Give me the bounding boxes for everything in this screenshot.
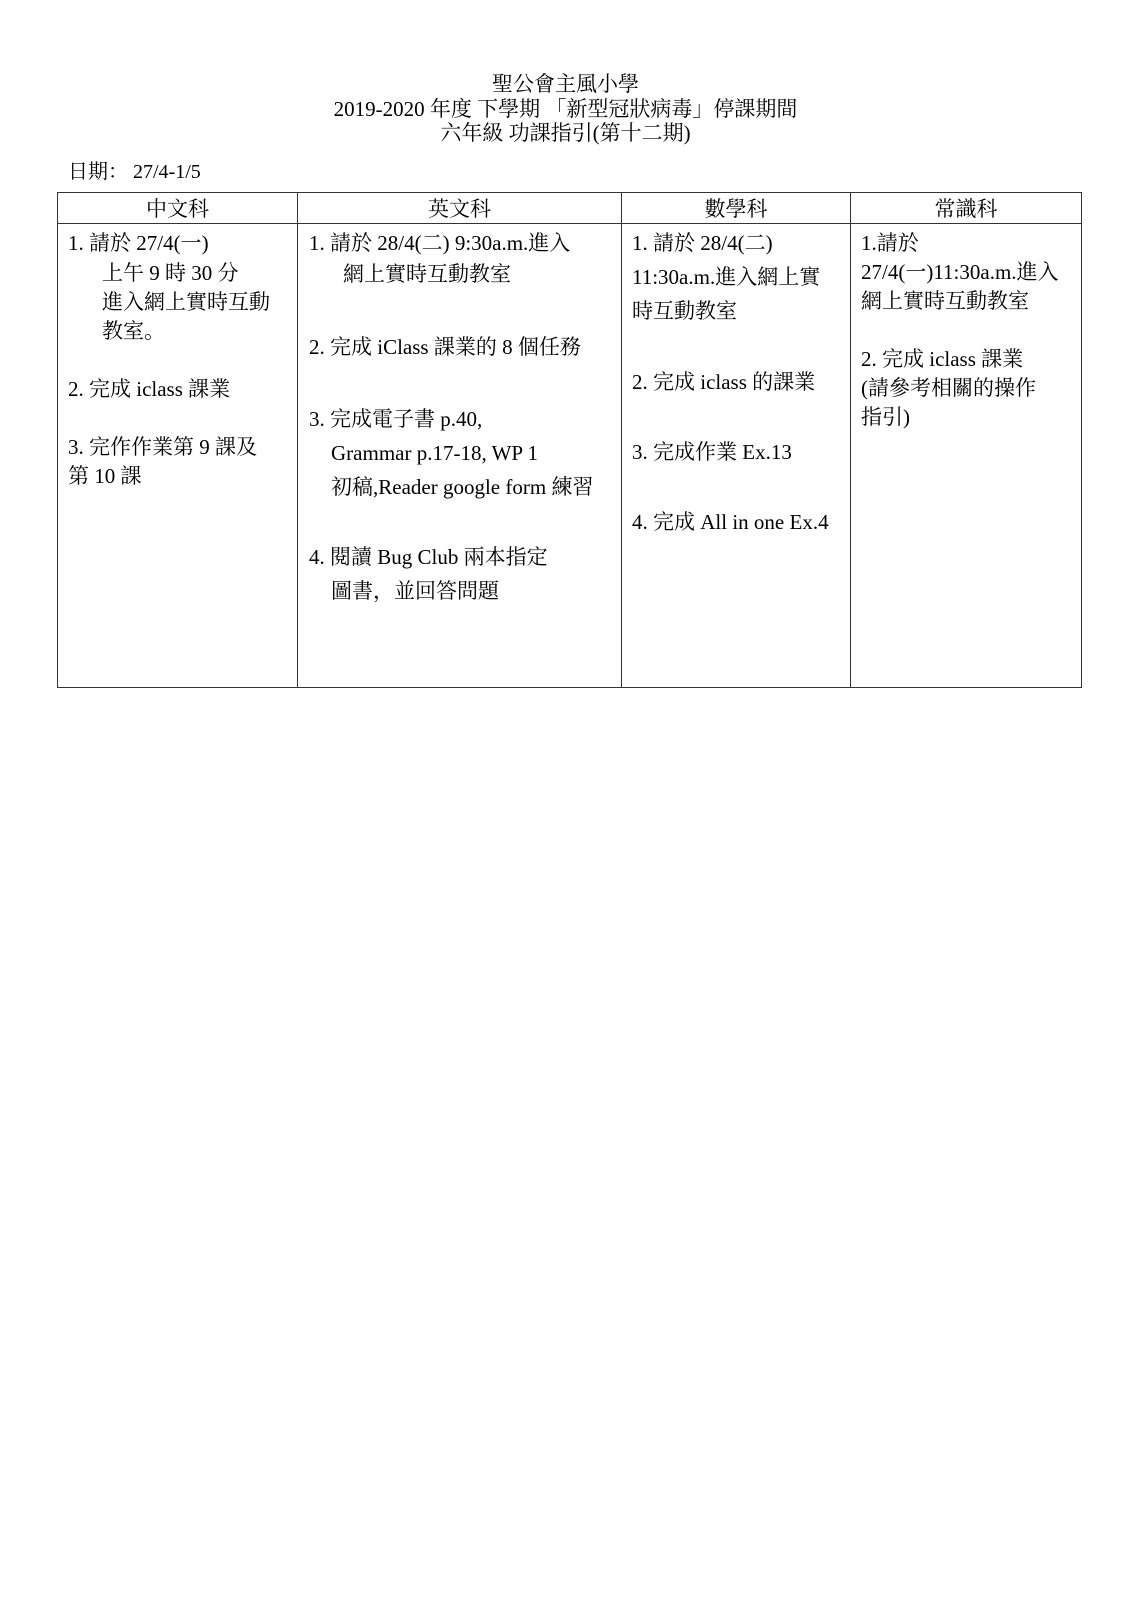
english-task-1-cont: 網上實時互動教室	[343, 262, 511, 286]
table-row	[58, 224, 1082, 688]
gs-task-1-cont: 27/4(一)11:30a.m.進入	[861, 260, 1059, 284]
math-tasks	[622, 224, 851, 688]
gs-task-2: 2. 完成 iclass 課業	[861, 347, 1024, 371]
gs-task-1-cont-2: 網上實時互動教室	[861, 289, 1029, 313]
english-task-1: 1. 請於 28/4(二) 9:30a.m.進入	[309, 231, 571, 255]
english-task-4: 4. 閱讀 Bug Club 兩本指定	[309, 545, 548, 569]
column-header-general-studies: 常識科	[851, 193, 1082, 224]
table-header-row	[58, 193, 1082, 224]
school-name: 聖公會主風小學	[492, 72, 639, 96]
document-header	[0, 72, 1131, 146]
math-task-3: 3. 完成作業 Ex.13	[632, 440, 792, 464]
document-title: 六年級 功課指引(第十二期)	[440, 121, 691, 145]
gs-task-1: 1.請於	[861, 231, 919, 255]
column-header-chinese: 中文科	[58, 193, 298, 224]
english-task-4-cont: 圖書，並回答問題	[331, 579, 499, 603]
date-range: 日期： 27/4-1/5	[68, 161, 201, 183]
chinese-task-3: 3. 完作作業第 9 課及	[68, 435, 257, 459]
chinese-task-3-cont: 第 10 課	[68, 464, 142, 488]
math-task-4: 4. 完成 All in one Ex.4	[632, 510, 829, 534]
general-studies-tasks	[851, 224, 1082, 688]
gs-task-2-cont-2: 指引)	[861, 405, 910, 429]
column-header-english: 英文科	[298, 193, 622, 224]
english-tasks	[298, 224, 622, 688]
math-task-2: 2. 完成 iclass 的課業	[632, 370, 816, 394]
chinese-tasks	[58, 224, 298, 688]
chinese-task-2: 2. 完成 iclass 課業	[68, 377, 231, 401]
chinese-task-1: 1. 請於 27/4(一)	[68, 231, 209, 255]
math-task-1-cont-2: 時互動教室	[632, 299, 737, 323]
english-task-3-cont-2: 初稿,Reader google form 練習	[331, 475, 594, 499]
column-header-math: 數學科	[622, 193, 851, 224]
chinese-task-1-detail-cont: 教室。	[102, 319, 165, 343]
math-task-1: 1. 請於 28/4(二)	[632, 231, 773, 255]
homework-table	[57, 192, 1082, 688]
english-task-2: 2. 完成 iClass 課業的 8 個任務	[309, 335, 581, 359]
chinese-task-1-detail: 進入網上實時互動	[102, 290, 270, 314]
english-task-3: 3. 完成電子書 p.40,	[309, 407, 483, 431]
english-task-3-cont: Grammar p.17-18, WP 1	[331, 441, 539, 465]
term-line: 2019-2020 年度 下學期 「新型冠狀病毒」停課期間	[333, 96, 798, 121]
math-task-1-cont: 11:30a.m.進入網上實	[632, 265, 821, 289]
chinese-task-1-time: 上午 9 時 30 分	[102, 261, 239, 285]
gs-task-2-cont: (請參考相關的操作	[861, 376, 1036, 400]
